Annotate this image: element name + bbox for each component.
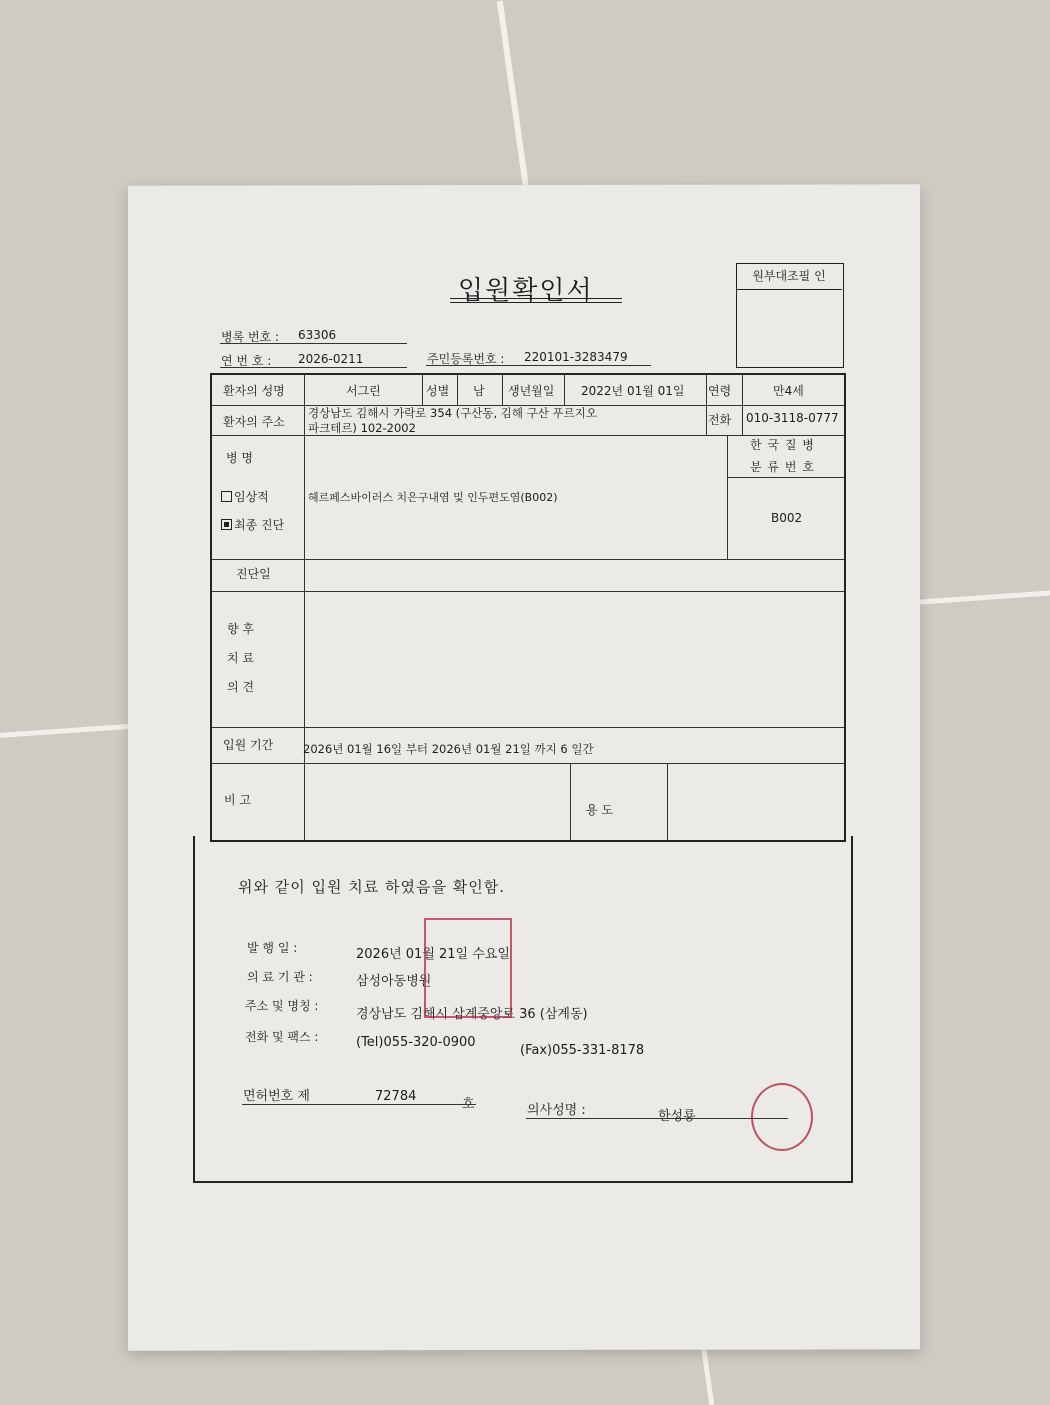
final-checkbox	[221, 519, 232, 530]
table-rule	[742, 375, 743, 405]
patient-address-label: 환자의 주소	[223, 415, 285, 429]
license-suffix: 호	[462, 1097, 475, 1112]
license-underline	[242, 1104, 476, 1105]
serial-no-underline	[220, 367, 407, 368]
table-rule	[706, 405, 707, 435]
purpose-label: 용 도	[586, 803, 613, 817]
disease-code-value: B002	[771, 511, 803, 525]
clinical-checkbox	[221, 491, 232, 502]
resident-no-label: 주민등록번호 :	[427, 352, 505, 366]
opinion-label-1: 향 후	[227, 622, 254, 636]
patient-phone-label: 전화	[708, 413, 732, 427]
contact-label: 전화 및 팩스 :	[245, 1030, 319, 1044]
final-diagnosis-option	[221, 516, 284, 533]
hospital-address-label: 주소 및 명칭 :	[245, 999, 319, 1013]
issue-date-value: 2026년 01월 21일 수요일	[356, 947, 510, 962]
doctor-seal	[751, 1083, 813, 1151]
record-no-value: 63306	[298, 328, 337, 342]
institution-label: 의 료 기 관 :	[247, 970, 313, 984]
floor-tile-grout	[0, 723, 140, 738]
issue-date-label: 발 행 일 :	[247, 941, 298, 955]
admission-period-value: 2026년 01월 16일 부터 2026년 01월 21일 까지 6 일간	[303, 742, 594, 756]
disease-value: 헤르페스바이러스 치은구내염 및 인두편도염(B002)	[308, 491, 558, 504]
approval-stamp-label: 원부대조필 인	[736, 263, 842, 290]
institution-value: 삼성아동병원	[356, 974, 432, 989]
hospital-seal	[424, 918, 512, 1018]
title-underline	[450, 302, 622, 303]
opinion-label-3: 의 견	[227, 680, 254, 694]
table-rule	[502, 375, 503, 405]
table-rule	[212, 591, 844, 592]
patient-address-line2: 파크테르) 102-2002	[308, 421, 416, 435]
diagnosis-date-label: 진단일	[236, 567, 271, 581]
license-label: 면허번호 제	[243, 1089, 310, 1104]
serial-no-label: 연 번 호 :	[221, 354, 272, 368]
license-value: 72784	[375, 1089, 417, 1104]
clinical-diagnosis-option	[221, 488, 269, 505]
resident-no-value: 220101-3283479	[524, 350, 628, 364]
table-rule	[457, 375, 458, 405]
table-rule	[570, 763, 571, 840]
table-rule	[212, 727, 844, 728]
doctor-name-underline	[526, 1118, 788, 1119]
final-label: 최종 진단	[234, 518, 285, 532]
disease-label: 병 명	[226, 451, 253, 465]
patient-sex-value: 남	[473, 384, 485, 398]
remarks-label: 비 고	[224, 793, 251, 807]
confirmation-statement: 위와 같이 입원 치료 하였음을 확인함.	[238, 878, 505, 896]
table-rule	[667, 763, 668, 840]
patient-name-value: 서그린	[346, 384, 381, 398]
doctor-name-value: 한성룡	[658, 1109, 696, 1124]
patient-phone-value: 010-3118-0777	[746, 411, 839, 425]
tel-value: (Tel)055-320-0900	[356, 1035, 476, 1050]
disease-code-label-line1: 한 국 질 병	[750, 438, 815, 452]
patient-birth-value: 2022년 01월 01일	[581, 384, 685, 398]
patient-age-label: 연령	[708, 384, 732, 398]
patient-birth-label: 생년월일	[508, 384, 555, 398]
disease-code-label-line2: 분 류 번 호	[750, 460, 815, 474]
clinical-label: 임상적	[234, 490, 269, 504]
hospital-address-value: 경상남도 김해시 삼계중앙로 36 (삼계동)	[356, 1007, 588, 1022]
document-title: 입원확인서	[458, 276, 594, 306]
floor-tile-grout	[915, 590, 1050, 605]
resident-no-underline	[426, 365, 651, 366]
patient-address-line1: 경상남도 김해시 가락로 354 (구산동, 김해 구산 푸르지오	[308, 406, 597, 420]
table-rule	[422, 375, 423, 405]
patient-age-value: 만4세	[773, 384, 804, 398]
admission-period-label: 입원 기간	[223, 738, 274, 752]
serial-no-value: 2026-0211	[298, 352, 364, 366]
record-no-label: 병록 번호 :	[221, 330, 280, 344]
patient-name-label: 환자의 성명	[223, 384, 285, 398]
fax-value: (Fax)055-331-8178	[520, 1043, 645, 1058]
floor-tile-grout	[701, 1345, 714, 1405]
floor-tile-grout	[497, 1, 529, 190]
opinion-label-2: 치 료	[227, 651, 254, 665]
patient-sex-label: 성별	[426, 384, 450, 398]
table-rule	[564, 375, 565, 405]
table-rule	[727, 477, 844, 478]
table-rule	[742, 405, 743, 435]
title-underline	[450, 298, 622, 299]
table-rule	[212, 559, 844, 560]
table-rule	[212, 763, 844, 764]
table-rule	[304, 375, 305, 840]
table-rule	[706, 375, 707, 405]
doctor-name-label: 의사성명 :	[527, 1103, 586, 1118]
table-rule	[727, 435, 728, 559]
record-no-underline	[220, 343, 407, 344]
